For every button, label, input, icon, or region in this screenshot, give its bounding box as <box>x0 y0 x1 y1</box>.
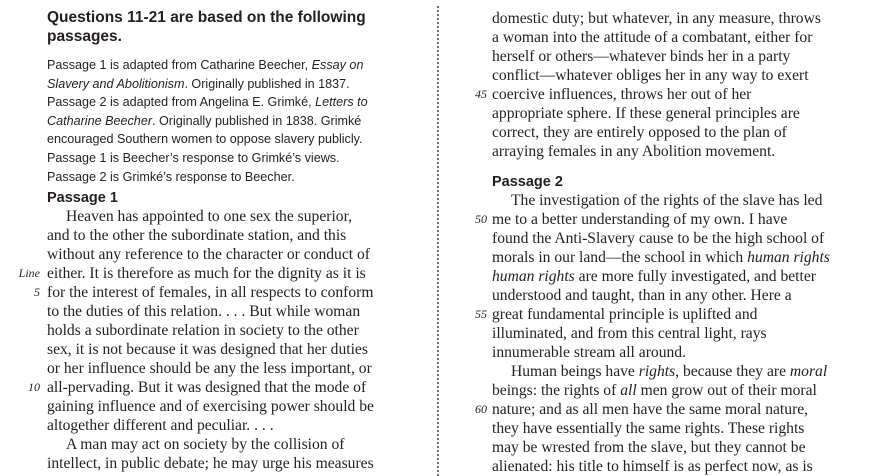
intro-line: Passage 1 is adapted from Catharine Beecher, Essay on <box>47 58 364 72</box>
intro-line: Passage 2 is adapted from Angelina E. Grimké, Letters to <box>47 95 368 110</box>
text-run: , because they are <box>675 363 786 380</box>
book-title: Letters to <box>315 95 368 110</box>
passage-line: understood and taught, than in any other. Here a <box>492 287 792 304</box>
text-run: morals in our land—the school in which <box>492 249 744 266</box>
passage-line: a woman into the attitude of a combatant, either for <box>492 29 813 46</box>
passage-line: me to a better understanding of my own. I have <box>492 211 788 228</box>
text-run: are more fully investigated, and better <box>578 268 816 285</box>
passage-line: and to the other the subordinate station, and this <box>47 227 347 244</box>
passage-line: The investigation of the rights of the slave has led <box>511 192 823 209</box>
passage-2-title: Passage 2 <box>492 174 563 190</box>
intro-line: Catharine Beecher. Originally published in 1838. Grimké <box>47 113 362 128</box>
passage-line: correct, they are entirely opposed to the plan of <box>492 124 787 141</box>
emphasis: rights <box>638 363 676 380</box>
passage-line: great fundamental principle is uplifted and <box>492 306 758 323</box>
passage-line: nature; and as all men have the same moral nature, <box>492 401 809 418</box>
passage-line: innumerable stream all around. <box>492 344 686 361</box>
passage-line: either. It is therefore as much for the dignity as it is <box>47 265 366 282</box>
passage-line: to the duties of this relation. . . . But while woman <box>47 303 361 320</box>
intro-line: Slavery and Abolitionism. Originally published in 1837. <box>47 76 350 91</box>
passage-line <box>492 248 830 267</box>
passage-line <box>492 362 827 381</box>
passage-line: alienated: his title to himself is as perfect now, as is <box>492 458 813 475</box>
emphasis: human rights <box>492 268 575 285</box>
passage-line: Heaven has appointed to one sex the superior, <box>66 208 353 225</box>
line-number: 45 <box>475 87 487 101</box>
passage-line: sex, it is not because it was designed that her duties <box>47 341 368 358</box>
emphasis: human rights <box>747 249 830 266</box>
passage-line: without any reference to the character or conduct of <box>47 246 370 263</box>
text-run: beings: the rights of <box>492 382 617 399</box>
passage-line: altogether different and peculiar. . . . <box>47 417 274 434</box>
line-number: 55 <box>475 307 487 321</box>
passage-introduction <box>47 56 407 186</box>
passage-line <box>492 267 816 286</box>
book-title: Slavery and Abolitionism <box>47 76 185 91</box>
emphasis: all <box>620 382 637 399</box>
passage-line: all-pervading. But it was designed that the mode of <box>47 379 367 396</box>
intro-line: Passage 1 is Beecher’s response to Grimké’s views. <box>47 150 340 165</box>
passage-line <box>492 381 817 400</box>
passage-line: herself or others—whatever binds her in a party <box>492 48 791 65</box>
passage-line: appropriate sphere. If these general principles are <box>492 105 800 122</box>
passage-line: or her influence should be any the less important, or <box>47 360 372 377</box>
line-number: 50 <box>475 212 487 226</box>
passage-line: illuminated, and from this central light, rays <box>492 325 767 342</box>
line-number: 60 <box>475 402 487 416</box>
passage-line: found the Anti-Slavery cause to be the high school of <box>492 230 825 247</box>
passage-line: coercive influences, throws her out of her <box>492 86 752 103</box>
passage-line: for the interest of females, in all respects to conform <box>47 284 374 301</box>
book-title: Essay on <box>311 58 364 72</box>
column-divider <box>437 6 439 476</box>
passage-line: conflict—whatever obliges her in any way to exert <box>492 67 809 84</box>
text-run: Human beings have <box>511 363 635 380</box>
passage-line: A man may act on society by the collision of <box>66 436 345 453</box>
passage-line: arraying females in any Abolition movement. <box>492 143 776 160</box>
passage-1-title: Passage 1 <box>47 190 118 206</box>
text-run: men grow out of their moral <box>640 382 817 399</box>
passage-line: intellect, in public debate; he may urge his measures <box>47 455 374 472</box>
intro-line: encouraged Southern women to oppose slavery publicly. <box>47 132 363 147</box>
questions-header: Questions 11-21 are based on the following passages. <box>47 9 366 45</box>
intro-line: Passage 2 is Grimké’s response to Beecher. <box>47 169 295 184</box>
passage-line: gaining influence and of exercising power should be <box>47 398 374 415</box>
line-number: 5 <box>34 285 40 299</box>
line-label: Line <box>18 266 40 280</box>
passage-line: they have essentially the same rights. These rights <box>492 420 805 437</box>
passage-line: domestic duty; but whatever, in any measure, throws <box>492 10 821 27</box>
book-title: Catharine Beecher <box>47 113 153 128</box>
passage-line: may be wrested from the slave, but they cannot be <box>492 439 806 456</box>
line-number: 10 <box>28 380 40 394</box>
passage-line: holds a subordinate relation in society to the other <box>47 322 359 339</box>
emphasis: moral <box>789 363 828 380</box>
